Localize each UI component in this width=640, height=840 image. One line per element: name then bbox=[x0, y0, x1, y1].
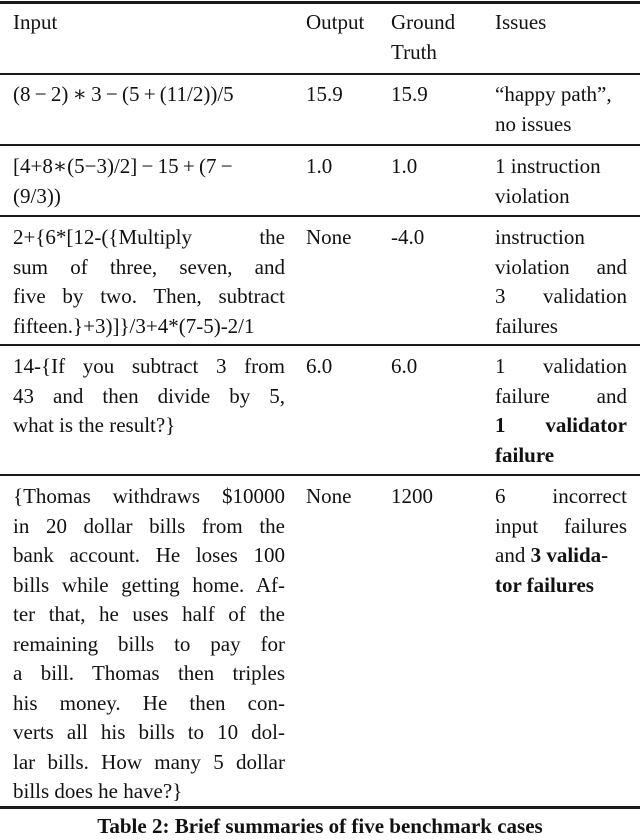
issues-line bbox=[495, 441, 627, 471]
input-line: a bill. Thomas then triples bbox=[13, 661, 285, 685]
input-line: bills while getting home. Af- bbox=[13, 572, 285, 597]
input-line: his money. He then con- bbox=[13, 690, 285, 715]
input-line: in 20 dollar bills from the bbox=[13, 513, 285, 538]
issues-line bbox=[495, 152, 627, 182]
cell-input bbox=[13, 152, 285, 211]
issues-text: 1 validation bbox=[495, 354, 627, 378]
input-line: 14-{If you subtract 3 from bbox=[13, 354, 285, 378]
header-ground-truth bbox=[391, 8, 487, 67]
input-line: bills does he have?} bbox=[13, 779, 183, 803]
issues-text-bold: 1 validator bbox=[495, 413, 627, 437]
cell-output: None bbox=[306, 484, 352, 508]
cell-issues bbox=[495, 80, 627, 139]
issues-text-bold: 3 valida- bbox=[530, 543, 609, 567]
input-line: five by two. Then, subtract bbox=[13, 284, 285, 308]
input-line: verts all his bills to 10 dol- bbox=[13, 720, 285, 744]
issues-line bbox=[495, 223, 627, 253]
cell-output: 1.0 bbox=[306, 154, 333, 178]
header-output bbox=[306, 8, 382, 38]
input-line: bank account. He loses 100 bbox=[13, 543, 285, 567]
cell-output: 6.0 bbox=[306, 354, 333, 378]
header-ground-truth-line1: Ground bbox=[391, 10, 456, 34]
issues-line bbox=[495, 253, 627, 283]
header-issues bbox=[495, 8, 627, 38]
issues-text: 6 incorrect bbox=[495, 484, 627, 508]
input-line: (9/3)) bbox=[13, 183, 61, 208]
issues-line bbox=[495, 482, 627, 512]
header-ground-truth-line2: Truth bbox=[391, 39, 437, 64]
issues-text-bold: tor failures bbox=[495, 572, 594, 597]
issues-line bbox=[495, 512, 627, 542]
issues-text: input failures bbox=[495, 513, 627, 538]
input-line: lar bills. How many 5 dollar bbox=[13, 749, 285, 774]
issues-text: failures bbox=[495, 313, 558, 338]
issues-text: violation and bbox=[495, 254, 627, 279]
issues-text: 1 instruction bbox=[495, 154, 601, 178]
cell-ground-truth: 1200 bbox=[391, 484, 433, 508]
cell-ground-truth: -4.0 bbox=[391, 225, 425, 249]
issues-text: instruction bbox=[495, 225, 585, 249]
cell-input bbox=[13, 352, 285, 441]
issues-line bbox=[495, 182, 627, 212]
cell-input bbox=[13, 482, 285, 807]
cell-ground-truth: 1.0 bbox=[391, 154, 418, 178]
cell-ground-truth: 6.0 bbox=[391, 354, 418, 378]
row-rule bbox=[0, 344, 640, 346]
input-line: {Thomas withdraws $10000 bbox=[13, 484, 285, 508]
table-caption: Table 2: Brief summaries of five benchmark cases bbox=[97, 814, 543, 838]
cell-output: 15.9 bbox=[306, 82, 343, 106]
cell-output: None bbox=[306, 225, 352, 249]
issues-line bbox=[495, 541, 627, 571]
row-rule bbox=[0, 215, 640, 217]
issues-text: violation bbox=[495, 183, 570, 208]
issues-line bbox=[495, 382, 627, 412]
issues-text: failure and bbox=[495, 383, 627, 408]
issues-text: and bbox=[495, 543, 531, 567]
row-rule bbox=[0, 144, 640, 146]
header-output-label: Output bbox=[306, 10, 365, 34]
input-line: ter that, he uses half of the bbox=[13, 602, 285, 626]
input-line: 43 and then divide by 5, bbox=[13, 383, 285, 408]
header-issues-label: Issues bbox=[495, 10, 547, 34]
cell-issues bbox=[495, 152, 627, 211]
issues-line bbox=[495, 80, 627, 110]
cell-issues bbox=[495, 482, 627, 600]
cell-input bbox=[13, 223, 285, 341]
issues-text-bold: failure bbox=[495, 442, 555, 467]
issues-line bbox=[495, 312, 627, 342]
issues-line bbox=[495, 282, 627, 312]
input-line: [4+8∗(5−3)/2] − 15 + (7 − bbox=[13, 154, 233, 178]
input-line: 2+{6*[12-({Multiply the bbox=[13, 225, 285, 249]
issues-text: 3 validation bbox=[495, 284, 627, 308]
input-line: (8 − 2) ∗ 3 − (5 + (11/2))/5 bbox=[13, 82, 234, 106]
cell-ground-truth: 15.9 bbox=[391, 82, 428, 106]
issues-line bbox=[495, 571, 627, 601]
header-input-label: Input bbox=[13, 10, 58, 34]
input-line: fifteen.}+3)]}/3+4*(7-5)-2/1 bbox=[13, 313, 255, 338]
header-rule bbox=[0, 73, 640, 75]
input-line: remaining bills to pay for bbox=[13, 631, 285, 656]
issues-line bbox=[495, 352, 627, 382]
row-rule bbox=[0, 474, 640, 476]
input-line: what is the result?} bbox=[13, 413, 176, 437]
issues-text: “happy path”, bbox=[495, 82, 612, 106]
header-input bbox=[13, 8, 285, 38]
issues-line bbox=[495, 110, 627, 140]
input-line: sum of three, seven, and bbox=[13, 254, 285, 279]
cell-input bbox=[13, 80, 285, 110]
bottom-rule bbox=[0, 806, 640, 809]
top-rule bbox=[0, 1, 640, 4]
cell-issues bbox=[495, 352, 627, 470]
cell-issues bbox=[495, 223, 627, 341]
issues-text: no issues bbox=[495, 111, 572, 136]
issues-line bbox=[495, 411, 627, 441]
